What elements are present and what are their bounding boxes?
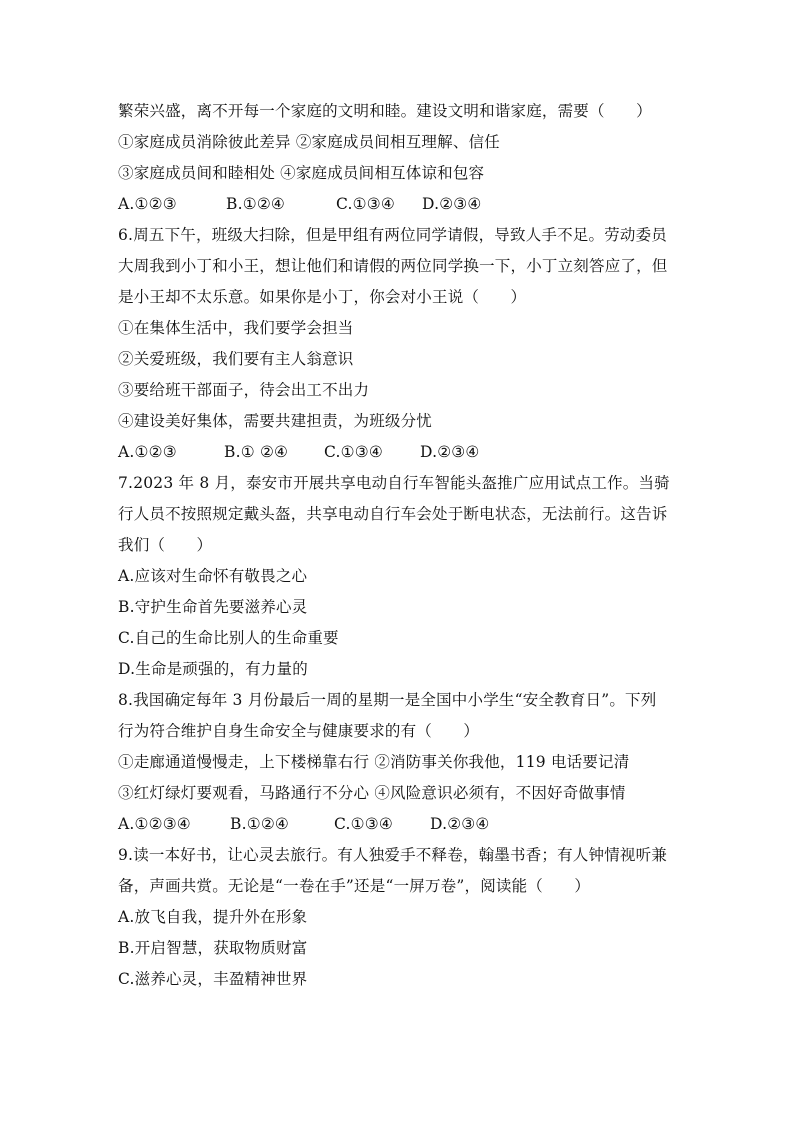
question-stem: 繁荣兴盛，离不开每一个家庭的文明和睦。建设文明和谐家庭，需要（ ） — [118, 102, 652, 120]
option-a[interactable]: A.①②③ — [118, 195, 177, 213]
exam-page — [118, 96, 688, 995]
option-d[interactable]: D.②③④ — [430, 815, 490, 833]
statement-line: ④建设美好集体，需要共建担责，为班级分忧 — [118, 412, 433, 430]
statement-line: ①走廊通道慢慢走，上下楼梯靠右行 ②消防事关你我他，119 电话要记清 — [118, 753, 630, 771]
question-stem: 行人员不按照规定戴头盔，共享电动自行车会处于断电状态，无法前行。这告诉 — [118, 505, 668, 523]
statement-line: ②关爱班级，我们要有主人翁意识 — [118, 350, 354, 368]
option-b[interactable]: B.①②④ — [230, 815, 290, 833]
question-stem: 6.周五下午，班级大扫除，但是甲组有两位同学请假，导致人手不足。劳动委员 — [118, 226, 667, 244]
statement-line: ①在集体生活中，我们要学会担当 — [118, 319, 354, 337]
statement-line: ③红灯绿灯要观看，马路通行不分心 ④风险意识必须有，不因好奇做事情 — [118, 784, 626, 802]
option-a[interactable]: A.①②③④ — [118, 815, 191, 833]
question-7 — [118, 468, 688, 685]
question-stem: 备，声画共赏。无论是“一卷在手”还是“一屏万卷”，阅读能（ ） — [118, 877, 591, 895]
question-stem: 7.2023 年 8 月，泰安市开展共享电动自行车智能头盔推广应用试点工作。当骑 — [118, 474, 670, 492]
option-c[interactable]: C.①③④ — [334, 815, 393, 833]
option-a[interactable]: A.应该对生命怀有敬畏之心 — [118, 567, 308, 585]
question-stem: 8.我国确定每年 3 月份最后一周的星期一是全国中小学生“安全教育日”。下列 — [118, 691, 657, 709]
question-stem: 大周我到小丁和小王，想让他们和请假的两位同学换一下，小丁立刻答应了，但 — [118, 257, 668, 275]
question-9 — [118, 840, 688, 995]
option-c[interactable]: C.滋养心灵，丰盈精神世界 — [118, 970, 308, 988]
answer-options — [118, 809, 688, 840]
option-c[interactable]: C.①③④ — [336, 195, 395, 213]
statement-line: ①家庭成员消除彼此差异 ②家庭成员间相互理解、信任 — [118, 133, 500, 151]
statement-line: ③要给班干部面子，待会出工不出力 — [118, 381, 370, 399]
option-a[interactable]: A.①②③ — [118, 443, 177, 461]
answer-options — [118, 437, 688, 468]
option-c[interactable]: C.①③④ — [324, 443, 383, 461]
statement-line: ③家庭成员间和睦相处 ④家庭成员间相互体谅和包容 — [118, 164, 485, 182]
question-5 — [118, 96, 688, 220]
option-d[interactable]: D.②③④ — [422, 195, 482, 213]
question-stem: 是小王却不太乐意。如果你是小丁，你会对小王说（ ） — [118, 288, 527, 306]
option-c[interactable]: C.自己的生命比别人的生命重要 — [118, 629, 339, 647]
option-b[interactable]: B.开启智慧，获取物质财富 — [118, 939, 308, 957]
option-d[interactable]: D.②③④ — [420, 443, 480, 461]
option-a[interactable]: A.放飞自我，提升外在形象 — [118, 908, 308, 926]
question-stem: 我们（ ） — [118, 536, 213, 554]
option-d[interactable]: D.生命是顽强的，有力量的 — [118, 660, 308, 678]
answer-options — [118, 189, 688, 220]
option-b[interactable]: B.①②④ — [226, 195, 286, 213]
question-6 — [118, 220, 688, 468]
question-stem: 行为符合维护自身生命安全与健康要求的有（ ） — [118, 722, 480, 740]
question-stem: 9.读一本好书，让心灵去旅行。有人独爱手不释卷，翰墨书香；有人钟情视听兼 — [118, 846, 667, 864]
question-8 — [118, 685, 688, 840]
option-b[interactable]: B.守护生命首先要滋养心灵 — [118, 598, 308, 616]
option-b[interactable]: B.① ②④ — [224, 443, 289, 461]
